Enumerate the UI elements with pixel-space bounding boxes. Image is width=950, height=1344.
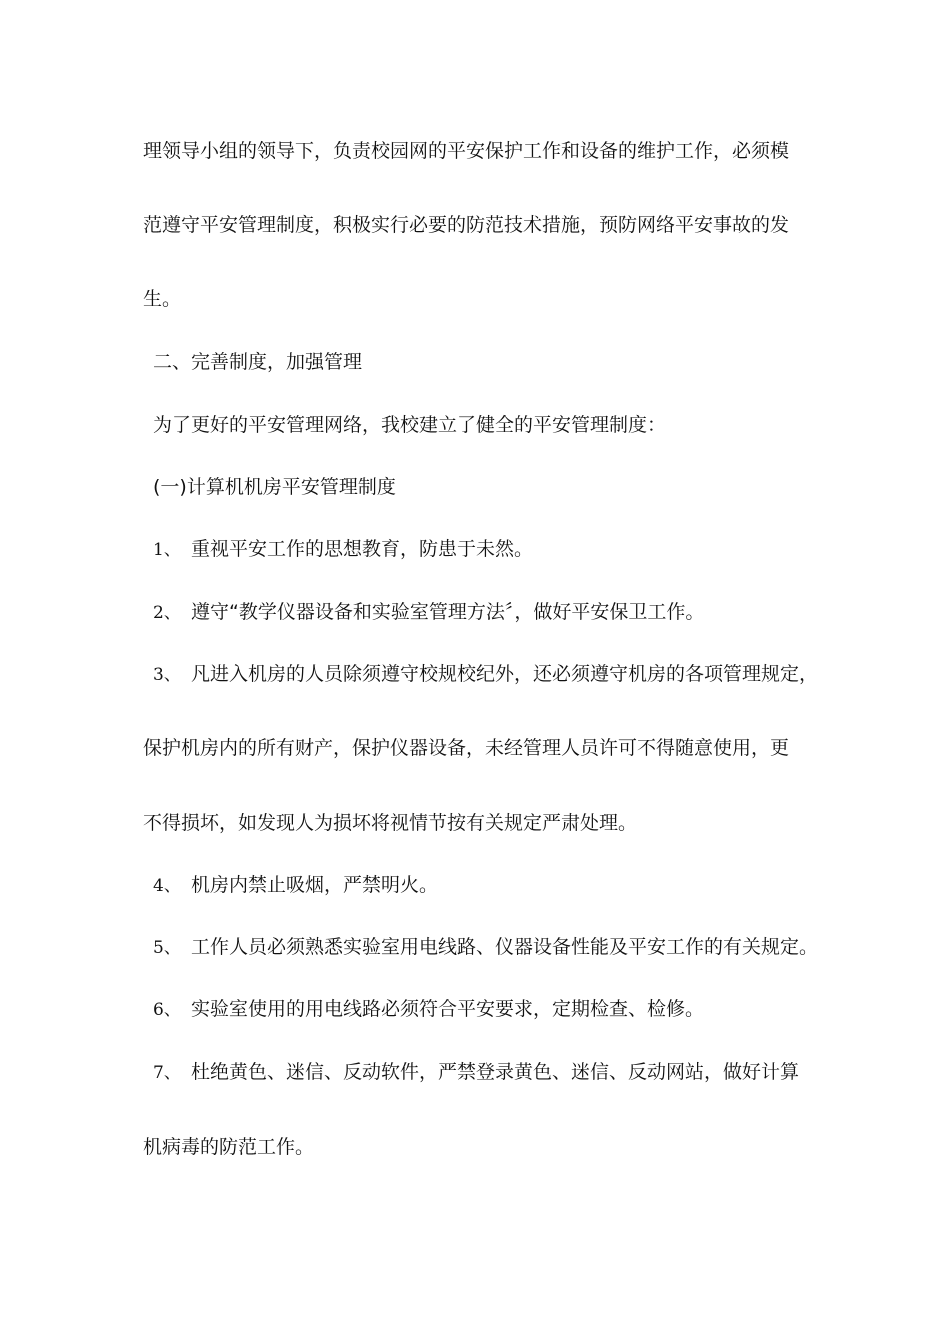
list-item-text: 凡进入机房的人员除须遵守校规校纪外，还必须遵守机房的各项管理规定， bbox=[191, 663, 819, 685]
paragraph-line: 理领导小组的领导下，负责校园网的平安保护工作和设备的维护工作，必须模 bbox=[143, 140, 790, 162]
list-item bbox=[153, 662, 818, 687]
list-item-number: 1、 bbox=[153, 540, 181, 560]
list-item bbox=[153, 873, 438, 898]
list-item bbox=[153, 935, 818, 960]
list-item-text: 工作人员必须熟悉实验室用电线路、仪器设备性能及平安工作的有关规定。 bbox=[191, 936, 819, 958]
paragraph-line: 生。 bbox=[143, 288, 182, 310]
list-item-continuation: 保护机房内的所有财产，保护仪器设备，未经管理人员许可不得随意使用，更 bbox=[143, 737, 790, 759]
list-item-number: 7、 bbox=[153, 1063, 181, 1083]
list-item-number: 2、 bbox=[153, 603, 181, 623]
list-item-number: 6、 bbox=[153, 1000, 181, 1020]
section-intro: 为了更好的平安管理网络，我校建立了健全的平安管理制度： bbox=[153, 414, 667, 436]
paragraph-line: 范遵守平安管理制度，积极实行必要的防范技术措施，预防网络平安事故的发 bbox=[143, 214, 790, 236]
list-item-continuation: 机病毒的防范工作。 bbox=[143, 1136, 315, 1158]
list-item bbox=[153, 1060, 799, 1085]
list-item bbox=[153, 997, 704, 1022]
list-item-number: 4、 bbox=[153, 876, 181, 896]
list-item-text: 重视平安工作的思想教育，防患于未然。 bbox=[191, 538, 534, 560]
section-heading: 二、完善制度，加强管理 bbox=[153, 351, 363, 373]
list-item-text: 实验室使用的用电线路必须符合平安要求，定期检查、检修。 bbox=[191, 998, 705, 1020]
list-item-text: 遵守“教学仪器设备和实验室管理方法〞，做好平安保卫工作。 bbox=[191, 601, 705, 623]
list-item bbox=[153, 600, 704, 625]
subsection-heading: (一)计算机机房平安管理制度 bbox=[153, 476, 396, 498]
list-item-continuation: 不得损坏，如发现人为损坏将视情节按有关规定严肃处理。 bbox=[143, 812, 638, 834]
list-item-text: 机房内禁止吸烟，严禁明火。 bbox=[191, 874, 439, 896]
list-item-text: 杜绝黄色、迷信、反动软件，严禁登录黄色、迷信、反动网站，做好计算 bbox=[191, 1061, 800, 1083]
list-item-number: 3、 bbox=[153, 665, 181, 685]
list-item bbox=[153, 537, 533, 562]
list-item-number: 5、 bbox=[153, 938, 181, 958]
